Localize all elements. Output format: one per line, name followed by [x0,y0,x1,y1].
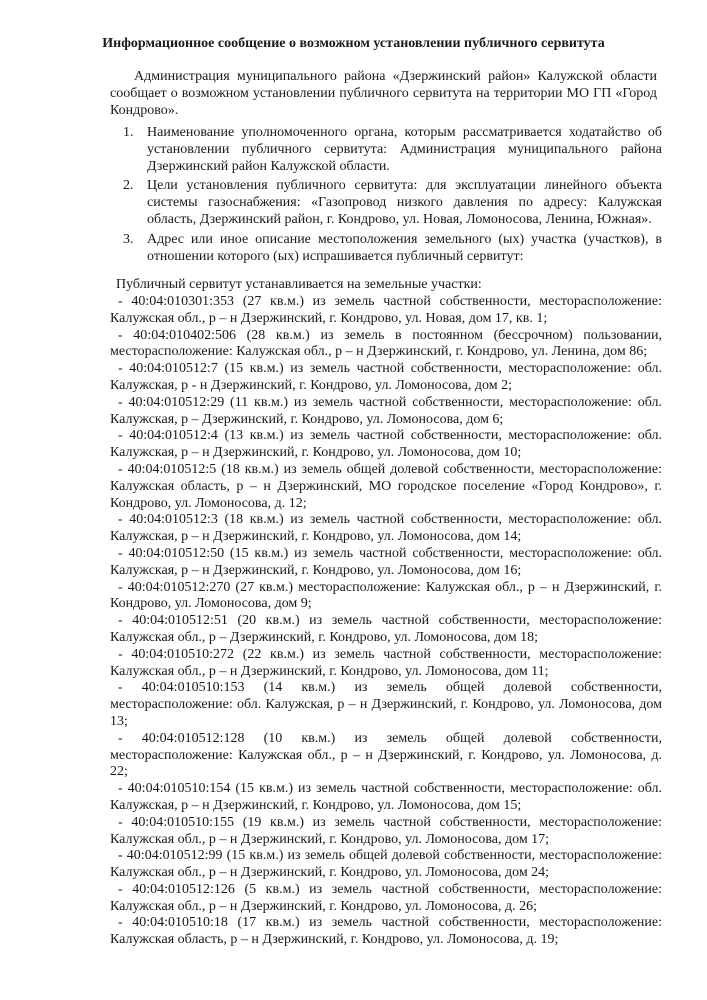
parcel-entry: - 40:04:010512:5 (18 кв.м.) из земель общей долевой собственности, месторасположение: Калужская область, р – н Дзержинский, МО городское поселение «Город Кондрово», г. Кондрово, ул. Ломоносова, д. 12; [110,461,662,511]
list-item-text: Адрес или иное описание местоположения земельного (ых) участка (участков), в отношении которого (ых) испрашивается публичный сервитут: [147,231,662,264]
numbered-list [123,125,662,268]
parcel-entry: - 40:04:010512:128 (10 кв.м.) из земель общей долевой собственности, месторасположение: Калужская обл., р – н Дзержинский, г. Кондрово, ул. Ломоносова, д. 22; [110,730,662,780]
parcel-entry: - 40:04:010510:154 (15 кв.м.) из земель частной собственности, месторасположение: обл. Калужская, р – н Дзержинский, г. Кондрово, ул. Ломоносова, дом 15; [110,781,662,813]
parcel-entry: - 40:04:010510:155 (19 кв.м.) из земель частной собственности, месторасположение: Калужская обл., р – н Дзержинский, г. Кондрово, ул. Ломоносова, дом 17; [110,814,662,847]
parcel-entry: - 40:04:010512:51 (20 кв.м.) из земель частной собственности, месторасположение: Калужская обл., р – Дзержинский, г. Кондрово, ул. Ломоносова, дом 18; [110,613,662,645]
parcel-entry: - 40:04:010512:270 (27 кв.м.) месторасположение: Калужская обл., р – н Дзержинский, г. Кондрово, ул. Ломоносова, дом 9; [110,579,662,612]
list-item-text: Наименование уполномоченного органа, которым рассматривается ходатайство об установлении публичного сервитута: Администрация муниципального района Дзержинский район Калужской области. [147,125,662,174]
document-title: Информационное сообщение о возможном установлении публичного сервитута [102,36,605,51]
parcel-entry: - 40:04:010512:126 (5 кв.м.) из земель частной собственности, месторасположение: Калужская обл., р – н Дзержинский, г. Кондрово, ул. Ломоносова, д. 26; [110,881,662,914]
list-item-number: 1. [123,125,134,140]
list-item [123,178,662,228]
parcel-entry: - 40:04:010510:272 (22 кв.м.) из земель частной собственности, месторасположение: Калужская обл., р – н Дзержинский, г. Кондрово, ул. Ломоносова, дом 11; [110,646,662,679]
parcel-list [110,294,662,949]
parcel-entry: - 40:04:010402:506 (28 кв.м.) из земель в постоянном (бессрочном) пользовании, месторасположение: Калужская обл., р – н Дзержинский, г. Кондрово, ул. Ленина, дом 86; [110,327,662,360]
servitude-line: Публичный сервитут устанавливается на земельные участки: [116,277,482,292]
list-item-text: Цели установления публичного сервитута: для эксплуатации линейного объекта системы газоснабжения: «Газопровод низкого давления по адресу: Калужская область, Дзержинский район, г. Кондрово, ул. Новая, Ломоносова, Ленина, Южная». [147,178,662,227]
parcel-entry: - 40:04:010512:4 (13 кв.м.) из земель частной собственности, месторасположение: обл. Калужская, р – н Дзержинский, г. Кондрово, ул. Ломоносова, дом 10; [110,428,662,461]
list-item-number: 2. [123,178,134,194]
parcel-entry: - 40:04:010512:29 (11 кв.м.) из земель частной собственности, месторасположение: обл. Калужская, р – Дзержинский, г. Кондрово, ул. Ломоносова, дом 6; [110,394,662,427]
parcel-entry: - 40:04:010512:99 (15 кв.м.) из земель общей долевой собственности, месторасположение: Калужская обл., р – н Дзержинский, г. Кондрово, ул. Ломоносова, дом 24; [110,848,662,881]
parcel-entry: - 40:04:010512:3 (18 кв.м.) из земель частной собственности, месторасположение: обл. Калужская, р – н Дзержинский, г. Кондрово, ул. Ломоносова, дом 14; [110,512,662,545]
list-item [123,125,662,175]
parcel-entry: - 40:04:010510:153 (14 кв.м.) из земель общей долевой собственности, месторасположение: обл. Калужская, р – н Дзержинский, г. Кондрово, ул. Ломоносова, дом 13; [110,680,662,729]
list-item-number: 3. [123,231,134,247]
parcel-entry: - 40:04:010301:353 (27 кв.м.) из земель частной собственности, месторасположение: Калужская обл., р – н Дзержинский, г. Кондрово, ул. Новая, дом 17, кв. 1; [110,294,662,326]
list-item [123,231,662,266]
parcel-entry: - 40:04:010510:18 (17 кв.м.) из земель частной собственности, месторасположение: Калужская область, р – н Дзержинский, г. Кондрово, ул. Ломоносова, д. 19; [110,915,662,948]
intro-paragraph: Администрация муниципального района «Дзержинский район» Калужской области сообщает о возможном установлении публичного сервитута на территории МО ГП «Город Кондрово». [110,69,657,118]
parcel-entry: - 40:04:010512:50 (15 кв.м.) из земель частной собственности, месторасположение: обл. Калужская, р – н Дзержинский, г. Кондрово, ул. Ломоносова, дом 16; [110,545,662,578]
parcel-entry: - 40:04:010512:7 (15 кв.м.) из земель частной собственности, месторасположение: обл. Калужская, р - н Дзержинский, г. Кондрово, ул. Ломоносова, дом 2; [110,361,662,393]
